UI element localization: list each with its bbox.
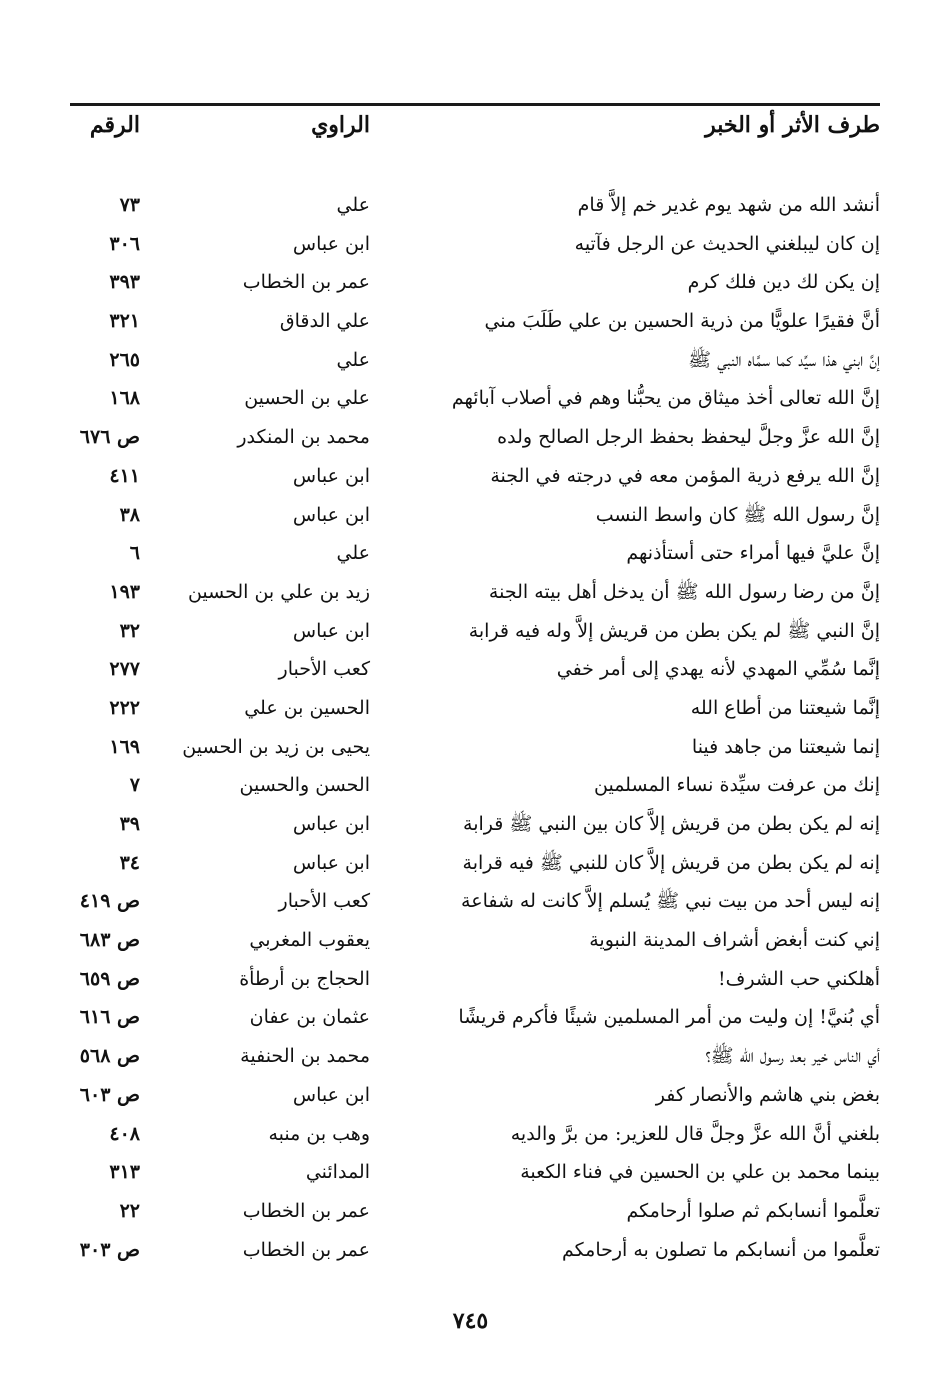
row-narrator: علي: [336, 348, 370, 371]
row-number: ٢٢٢: [109, 696, 140, 719]
row-number: ٣٨: [119, 503, 140, 526]
table-row: [70, 1231, 880, 1270]
table-row: [70, 921, 880, 960]
row-number: ٢٦٥: [109, 348, 140, 371]
table-row: [70, 728, 880, 767]
table-row: [70, 418, 880, 457]
row-number: ١٦٩: [109, 735, 140, 758]
table-row: [70, 612, 880, 651]
table-row: [70, 379, 880, 418]
row-number: ٧٣: [119, 194, 140, 216]
row-text: إنَّما شيعتنا من أطاع الله: [690, 696, 880, 719]
table-row: [70, 1037, 880, 1076]
row-text: إنَّ رسول الله ﷺ كان واسط النسب: [595, 503, 880, 526]
table-row: [70, 1115, 880, 1154]
row-narrator: ابن عباس: [292, 813, 370, 835]
row-narrator: ابن عباس: [292, 619, 370, 642]
row-number: ص ٦١٦: [79, 1006, 140, 1029]
row-number: ص ٦٨٣: [79, 929, 140, 952]
table-row: [70, 341, 880, 380]
row-narrator: يعقوب المغربي: [249, 929, 370, 952]
row-number: ٣٢: [119, 619, 140, 642]
row-narrator: عمر بن الخطاب: [242, 1238, 370, 1261]
row-narrator: وهب بن منبه: [268, 1122, 370, 1145]
row-number: ٣٩: [119, 813, 140, 835]
row-number: ص ٣٠٣: [79, 1238, 140, 1261]
row-number: ١٩٣: [109, 580, 140, 603]
table-row: [70, 998, 880, 1037]
table-row: [70, 844, 880, 883]
table-row: [70, 1153, 880, 1192]
header-rule: [70, 103, 880, 106]
header-text-column: طرف الأثر أو الخبر: [705, 112, 880, 138]
table-row: [70, 650, 880, 689]
row-text: إنَّ الله يرفع ذرية المؤمن معه في درجته في الجنة: [490, 464, 880, 487]
row-text: إنَّ ابني هذا سيِّد كما سمَّاه النبي ﷺ: [688, 348, 880, 371]
row-text: أنَّ فقيرًا علويًّا من ذرية الحسين بن علي طَلَبَ مني: [484, 310, 880, 333]
row-text: تعلَّموا أنسابكم ثم صلوا أرحامكم: [626, 1199, 880, 1222]
row-text: إنَّ الله تعالى أخذ ميثاق من يحبُّنا وهم في أصلاب آبائهم: [451, 387, 880, 410]
row-text: إنك من عرفت سيِّدة نساء المسلمين: [594, 774, 880, 797]
row-text: تعلَّموا من أنسابكم ما تصلون به أرحامكم: [562, 1238, 880, 1261]
row-text: أهلكني حب الشرف!: [718, 967, 880, 990]
table-row: [70, 457, 880, 496]
row-number: ٣٢١: [109, 310, 140, 333]
header-number-column: الرقم: [89, 112, 140, 138]
table-row: [70, 496, 880, 535]
table-row: [70, 882, 880, 921]
row-narrator: ابن عباس: [292, 464, 370, 487]
row-text: إنَّما سُمِّي المهدي لأنه يهدي إلى أمر خفي: [556, 658, 880, 681]
row-number: ص ٥٦٨: [79, 1045, 140, 1068]
row-narrator: الحجاج بن أرطأة: [239, 967, 370, 990]
table-row: [70, 225, 880, 264]
row-number: ٣٤: [119, 851, 140, 874]
row-text: أي الناس خير بعد رسول الله ﷺ؟: [705, 1045, 880, 1068]
row-number: ص ٤١٩: [79, 890, 140, 913]
row-narrator: علي: [336, 542, 370, 565]
table-row: [70, 689, 880, 728]
row-number: ٤١١: [109, 464, 140, 487]
row-text: إن يكن لك دين فلك كرم: [687, 271, 880, 294]
table-row: [70, 302, 880, 341]
row-text: إنما شيعتنا من جاهد فينا: [691, 735, 880, 758]
row-number: ١٦٨: [109, 387, 140, 410]
table-header: [70, 112, 880, 158]
row-narrator: علي: [336, 194, 370, 216]
row-text: أنشد الله من شهد يوم غدير خم إلاَّ قام: [577, 194, 880, 216]
row-text: أي بُنيَّ! إن وليت من أمر المسلمين شيئًا فأكرم قريشًا: [458, 1006, 880, 1029]
row-narrator: الحسن والحسين: [239, 774, 370, 797]
row-narrator: عثمان بن عفان: [249, 1006, 370, 1029]
row-narrator: كعب الأحبار: [278, 890, 370, 913]
row-narrator: ابن عباس: [292, 1083, 370, 1106]
row-narrator: ابن عباس: [292, 503, 370, 526]
row-narrator: ابن عباس: [292, 851, 370, 874]
row-number: ٧: [129, 774, 140, 797]
row-number: ٢٧٧: [109, 658, 140, 681]
row-text: إنَّ النبي ﷺ لم يكن بطن من قريش إلاَّ وله فيه قرابة: [468, 619, 880, 642]
table-row: [70, 186, 880, 225]
row-text: إنَّ عليَّ فيها أمراء حتى أستأذنهم: [626, 542, 880, 565]
row-narrator: زيد بن علي بن الحسين: [187, 580, 370, 603]
row-text: إنه لم يكن بطن من قريش إلاَّ كان بين النبي ﷺ قرابة: [463, 813, 880, 835]
row-text: إنه ليس أحد من بيت نبي ﷺ يُسلم إلاَّ كانت له شفاعة: [461, 890, 880, 913]
table-row: [70, 1192, 880, 1231]
row-number: ٣٩٣: [109, 271, 140, 294]
row-narrator: يحيى بن زيد بن الحسين: [182, 735, 370, 758]
row-narrator: كعب الأحبار: [278, 658, 370, 681]
table-row: [70, 960, 880, 999]
row-number: ص ٦٥٩: [79, 967, 140, 990]
table-row: [70, 534, 880, 573]
row-number: ص ٦٧٦: [79, 426, 140, 449]
row-number: ٤٠٨: [109, 1122, 140, 1145]
row-text: إنه لم يكن بطن من قريش إلاَّ كان للنبي ﷺ فيه قرابة: [462, 851, 880, 874]
row-text: إنَّ من رضا رسول الله ﷺ أن يدخل أهل بيته الجنة: [488, 580, 880, 603]
row-narrator: ابن عباس: [292, 232, 370, 255]
row-text: بينما محمد بن علي بن الحسين في فناء الكعبة: [520, 1161, 880, 1184]
row-number: ٢٢: [119, 1199, 140, 1222]
row-number: ٦: [129, 542, 140, 565]
header-narrator-column: الراوي: [311, 112, 370, 138]
index-table: [70, 186, 880, 1269]
row-narrator: محمد بن الحنفية: [240, 1045, 370, 1068]
row-text: بلغني أنَّ الله عزَّ وجلَّ قال للعزير: من برَّ والديه: [510, 1122, 880, 1145]
row-narrator: عمر بن الخطاب: [242, 271, 370, 294]
row-narrator: علي بن الحسين: [244, 387, 370, 410]
row-text: إني كنت أبغض أشراف المدينة النبوية: [589, 929, 880, 952]
row-text: بغض بني هاشم والأنصار كفر: [655, 1083, 880, 1106]
row-narrator: المدائني: [305, 1161, 370, 1184]
table-row: [70, 263, 880, 302]
table-row: [70, 766, 880, 805]
row-number: ٣٠٦: [109, 232, 140, 255]
row-narrator: علي الدقاق: [279, 310, 370, 333]
table-row: [70, 1076, 880, 1115]
row-text: إنَّ الله عزَّ وجلَّ ليحفظ بحفظ الرجل الصالح ولده: [497, 426, 880, 449]
page-number: ٧٤٥: [452, 1308, 489, 1334]
row-text: إن كان ليبلغني الحديث عن الرجل فآتيه: [574, 232, 880, 255]
table-row: [70, 573, 880, 612]
row-narrator: الحسين بن علي: [244, 696, 370, 719]
row-number: ص ٦٠٣: [79, 1083, 140, 1106]
row-narrator: محمد بن المنكدر: [237, 426, 370, 449]
row-number: ٣١٣: [109, 1161, 140, 1184]
row-narrator: عمر بن الخطاب: [242, 1199, 370, 1222]
table-row: [70, 805, 880, 844]
